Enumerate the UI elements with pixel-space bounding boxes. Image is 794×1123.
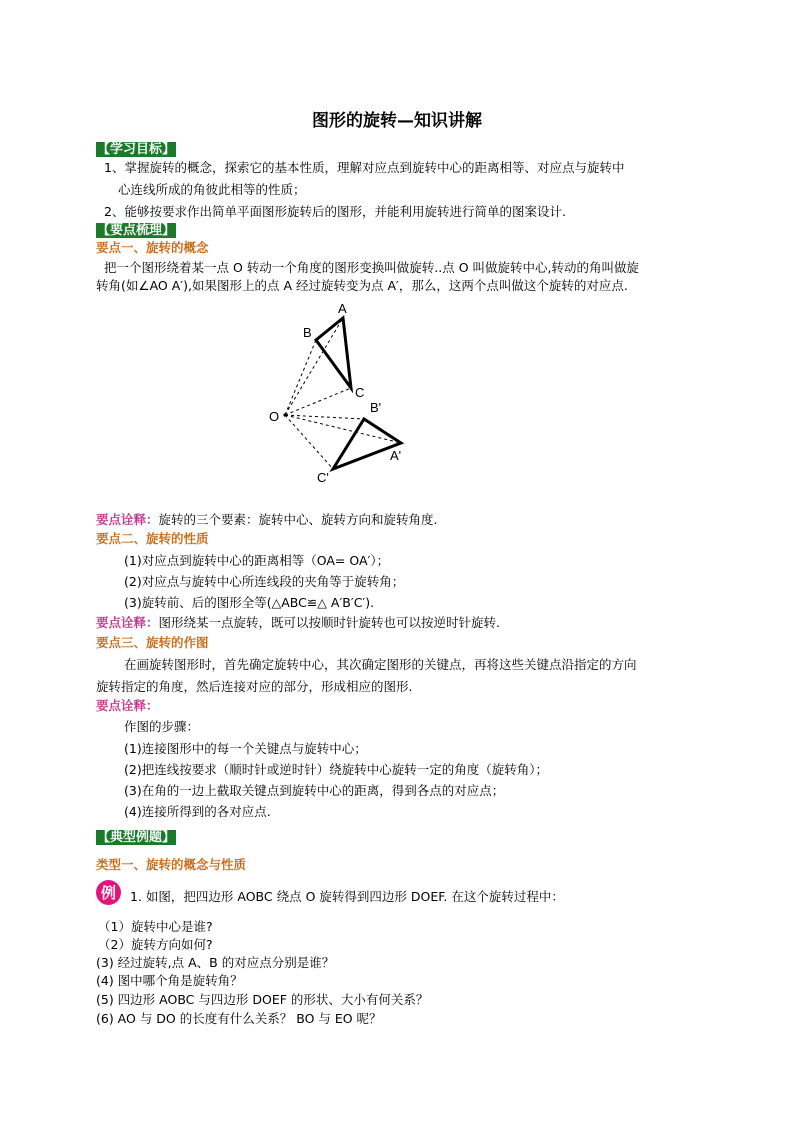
triangle-abc bbox=[316, 318, 351, 388]
label-b: B bbox=[303, 325, 312, 340]
point2-item-1: (1)对应点到旋转中心的距离相等（OA= OA′）； bbox=[124, 553, 390, 568]
section-label-goals: 【学习目标】 bbox=[97, 142, 176, 157]
dashed-line-ob bbox=[285, 340, 316, 415]
example-sub-1: （1）旋转中心是谁? bbox=[98, 919, 213, 934]
note3-step-3: (3)在角的一边上截取关键点到旋转中心的距离，得到各点的对应点； bbox=[124, 783, 505, 798]
example-sub-2: （2）旋转方向如何? bbox=[98, 937, 213, 952]
label-c-prime: C' bbox=[317, 470, 329, 485]
point3-heading: 要点三、旋转的作图 bbox=[96, 635, 209, 650]
section-label-points: 【要点梳理】 bbox=[97, 223, 176, 238]
center-point-o bbox=[283, 413, 286, 416]
page-title: 图形的旋转—知识讲解 bbox=[312, 111, 482, 131]
label-c: C bbox=[355, 385, 365, 400]
note3-step-4: (4)连接所得到的各对应点. bbox=[124, 804, 271, 819]
note3-intro: 作图的步骤： bbox=[124, 719, 200, 734]
example-badge: 例 bbox=[96, 880, 121, 905]
label-a-prime: A' bbox=[390, 448, 402, 463]
example-sub-3: (3) 经过旋转,点 A、B 的对应点分别是谁？ bbox=[96, 955, 335, 970]
example-sub-6: (6) AO 与 DO 的长度有什么关系？ BO 与 EO 呢？ bbox=[96, 1011, 382, 1026]
dashed-line-obp bbox=[285, 415, 364, 419]
dashed-line-oap bbox=[285, 415, 401, 443]
point1-heading: 要点一、旋转的概念 bbox=[96, 240, 209, 255]
point2-item-2: (2)对应点与旋转中心所连线段的夹角等于旋转角； bbox=[124, 574, 405, 589]
example-sub-4: (4) 图中哪个角是旋转角？ bbox=[96, 973, 243, 988]
note3-step-2: (2)把连线按要求（顺时针或逆时针）绕旋转中心旋转一定的角度（旋转角）； bbox=[124, 762, 548, 777]
type1-heading: 类型一、旋转的概念与性质 bbox=[96, 857, 247, 872]
point1-para2: 转角(如∠AO A′),如果图形上的点 A 经过旋转变为点 A′，那么，这两个点叫做这个旋转的对应点. bbox=[96, 278, 628, 293]
dashed-line-ocp bbox=[285, 415, 333, 469]
note3-label: 要点诠释： bbox=[96, 698, 159, 713]
rotation-figure bbox=[260, 298, 420, 498]
note2: 要点诠释：图形绕某一点旋转，既可以按顺时针旋转也可以按逆时针旋转. bbox=[96, 615, 500, 630]
point2-item-3: (3)旋转前、后的图形全等(△ABC≌△ A′B′C′). bbox=[124, 595, 375, 610]
point3-para2: 旋转指定的角度，然后连接对应的部分，形成相应的图形. bbox=[96, 679, 413, 694]
point2-heading: 要点二、旋转的性质 bbox=[96, 531, 209, 546]
label-o: O bbox=[269, 409, 280, 424]
example-sub-5: (5) 四边形 AOBC 与四边形 DOEF 的形状、大小有何关系？ bbox=[96, 992, 429, 1007]
section-label-examples: 【典型例题】 bbox=[97, 830, 176, 845]
point3-para1: 在画旋转图形时，首先确定旋转中心，其次确定图形的关键点，再将这些关键点沿指定的方向 bbox=[124, 657, 637, 672]
goal-item-1: 1、掌握旋转的概念，探索它的基本性质，理解对应点到旋转中心的距离相等、对应点与旋转中 bbox=[104, 160, 625, 175]
label-b-prime: B' bbox=[370, 400, 382, 415]
point1-para1: 把一个图形绕着某一点 O 转动一个角度的图形变换叫做旋转..点 O 叫做旋转中心,转动的角叫做旋 bbox=[104, 260, 639, 275]
goal-item-1-cont: 心连线所成的角彼此相等的性质； bbox=[118, 182, 306, 197]
note1: 要点诠释：旋转的三个要素：旋转中心、旋转方向和旋转角度. bbox=[96, 512, 438, 527]
note3-step-1: (1)连接图形中的每一个关键点与旋转中心； bbox=[124, 741, 367, 756]
goal-item-2: 2、能够按要求作出简单平面图形旋转后的图形，并能利用旋转进行简单的图案设计. bbox=[104, 204, 566, 219]
label-a: A bbox=[338, 301, 347, 316]
example-question-1: 1. 如图，把四边形 AOBC 绕点 O 旋转得到四边形 DOEF. 在这个旋转过程中： bbox=[130, 889, 564, 904]
